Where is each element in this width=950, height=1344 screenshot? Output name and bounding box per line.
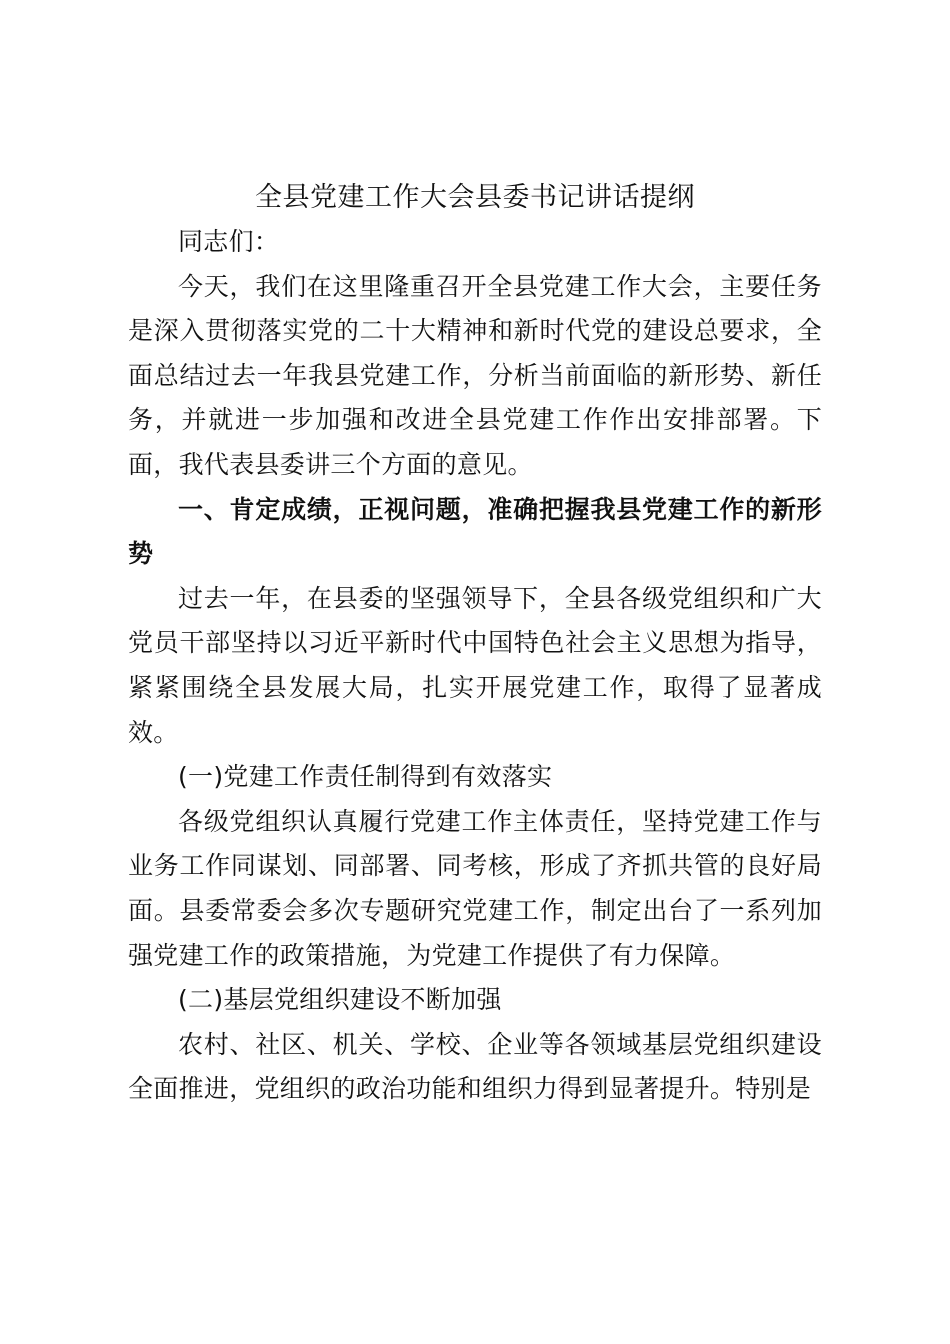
document-title: 全县党建工作大会县委书记讲话提纲 (255, 182, 695, 213)
paragraph-responsibility: 各级党组织认真履行党建工作主体责任，坚持党建工作与业务工作同谋划、同部署、同考核，形成了齐抓共管的良好局面。县委常委会多次专题研究党建工作，制定出台了一系列加强党建工作的政策措施，为党建工作提供了有力保障。 (128, 806, 822, 970)
section-heading-1: 一、肯定成绩，正视问题，准确把握我县党建工作的新形势 (128, 494, 822, 569)
subsection-heading-1: (一)党建工作责任制得到有效落实 (178, 762, 553, 792)
subsection-heading-2: (二)基层党组织建设不断加强 (178, 985, 502, 1015)
paragraph-achievements: 过去一年，在县委的坚强领导下，全县各级党组织和广大党员干部坚持以习近平新时代中国特色社会主义思想为指导，紧紧围绕全县发展大局，扎实开展党建工作，取得了显著成效。 (128, 583, 822, 747)
salutation: 同志们： (178, 227, 280, 256)
document-body (128, 176, 822, 1112)
paragraph-intro: 今天，我们在这里隆重召开全县党建工作大会，主要任务是深入贯彻落实党的二十大精神和新时代党的建设总要求，全面总结过去一年我县党建工作，分析当前面临的新形势、新任务，并就进一步加强和改进全县党建工作作出安排部署。下面，我代表县委讲三个方面的意见。 (128, 271, 822, 479)
paragraph-grassroots: 农村、社区、机关、学校、企业等各领域基层党组织建设全面推进，党组织的政治功能和组织力得到显著提升。特别是 (128, 1029, 822, 1104)
